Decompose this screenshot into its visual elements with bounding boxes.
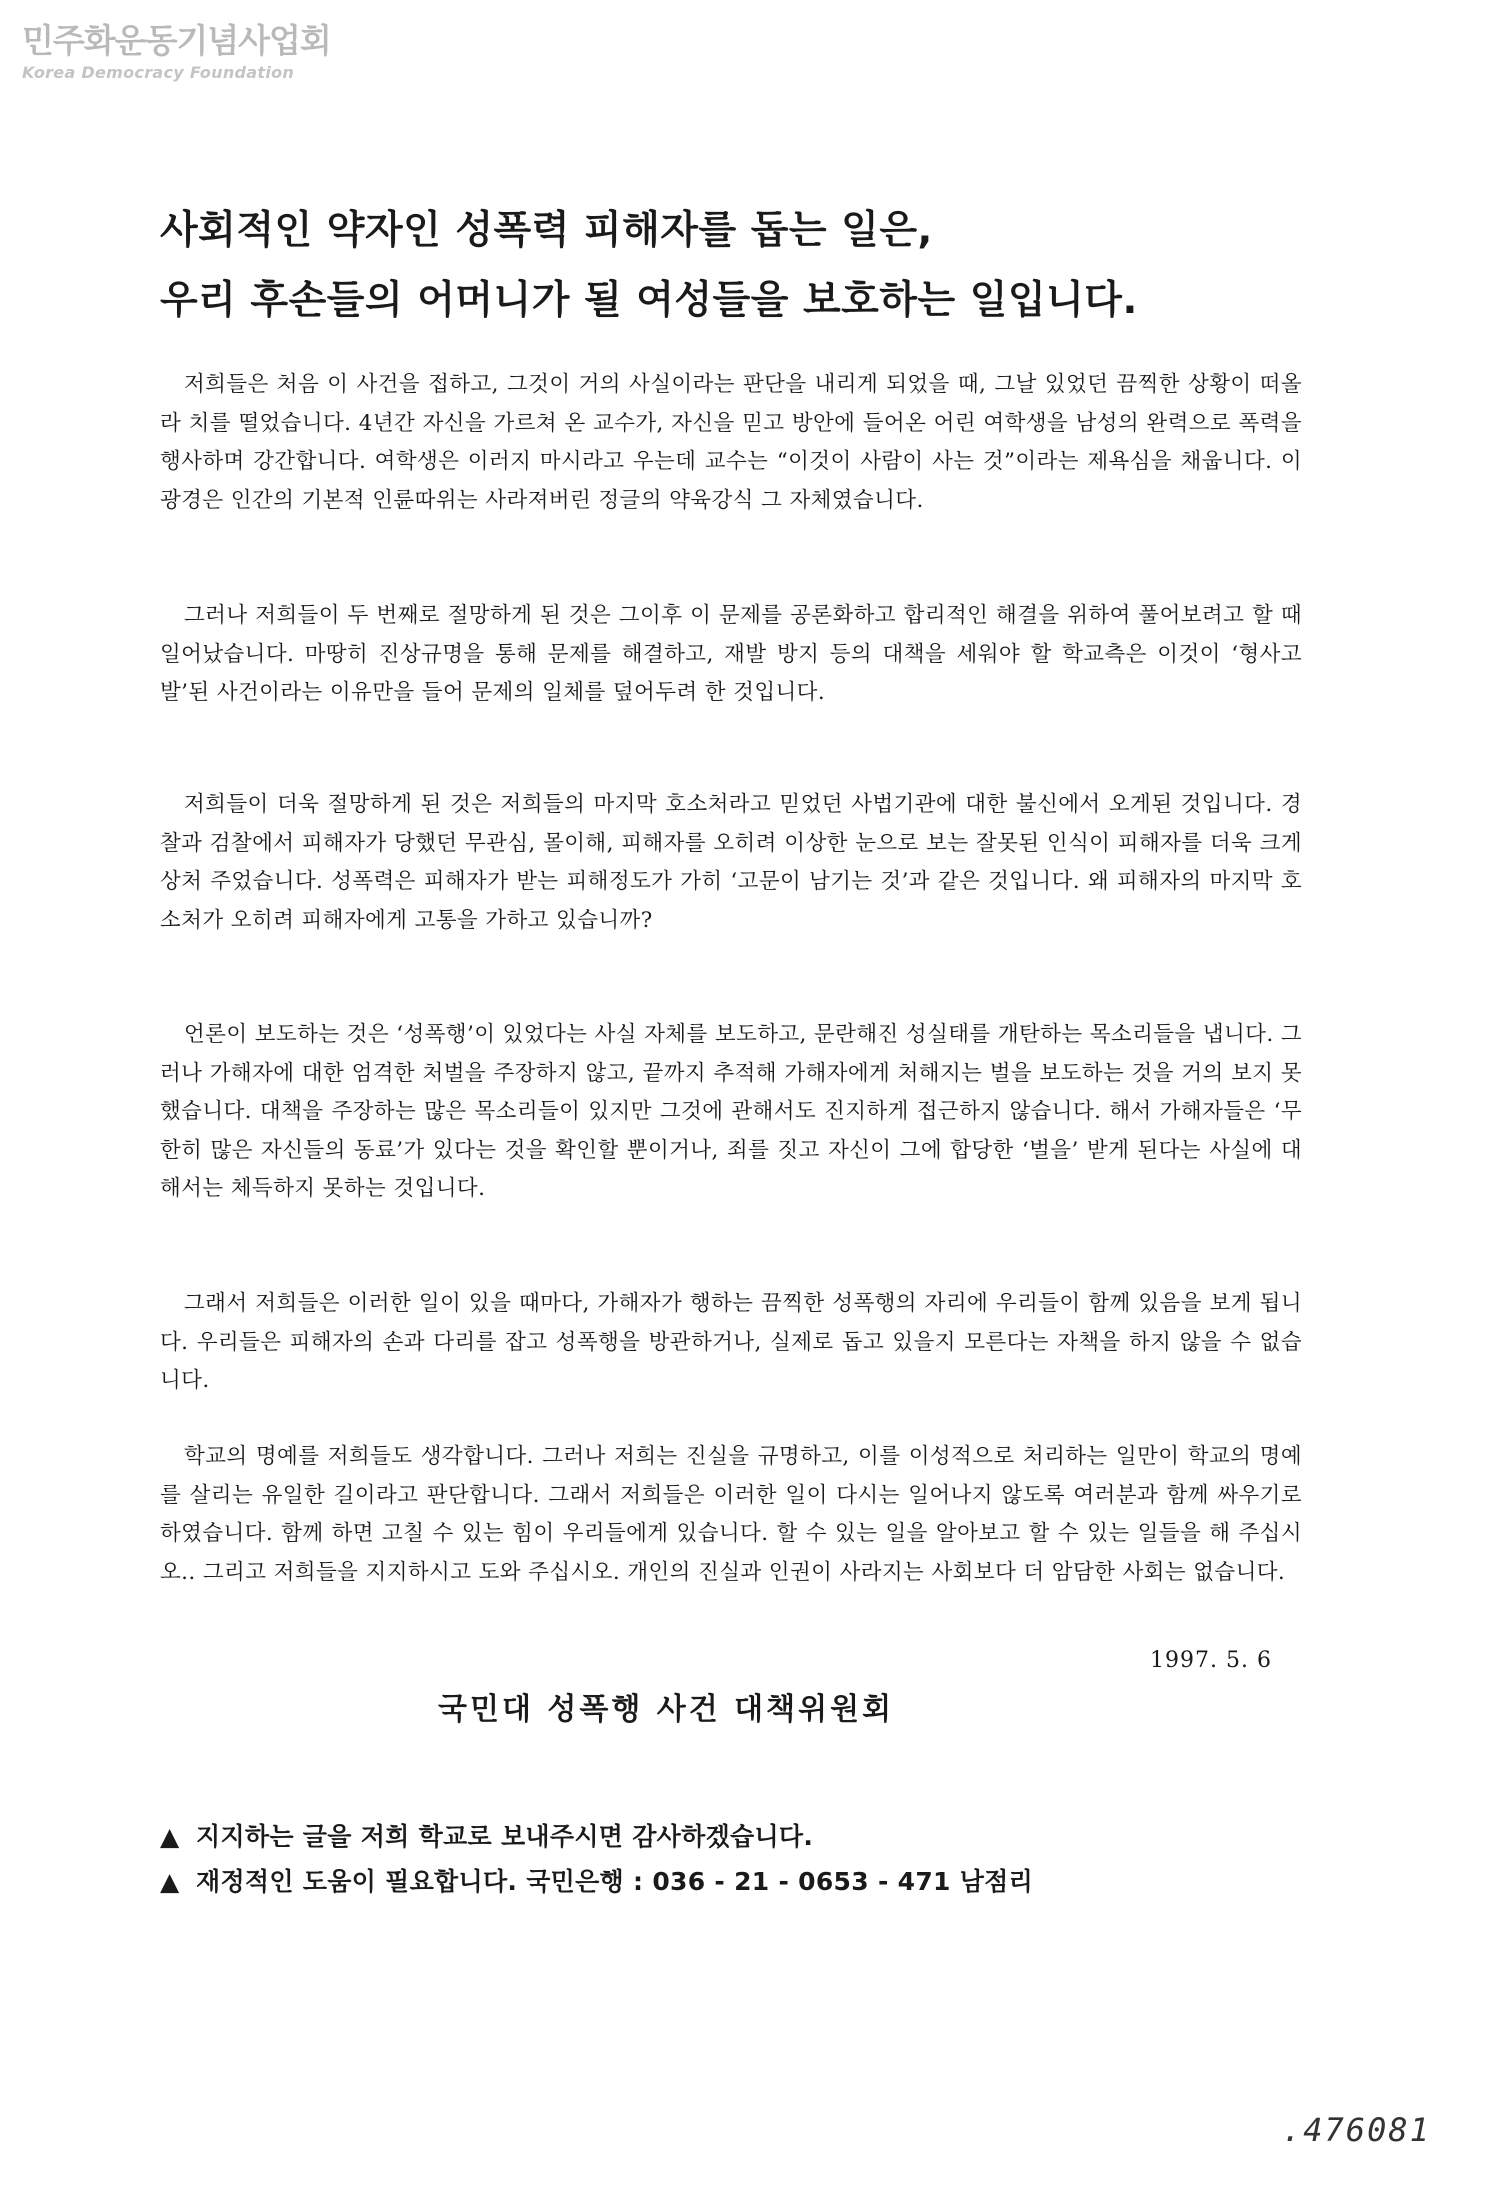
triangle-bullet-icon: ▲ bbox=[160, 1867, 180, 1896]
body-paragraph-4: 언론이 보도하는 것은 ‘성폭행’이 있었다는 사실 자체를 보도하고, 문란해진 성실태를 개탄하는 목소리들을 냅니다. 그러나 가해자에 대한 엄격한 처벌을 주장하지 않고, 끝까지 추적해 가해자에게 처해지는 벌을 보도하는 것을 거의 보지 못했습니다. 대책을 주장하는 많은 목소리들이 있지만 그것에 관해서도 진지하게 접근하지 않습니다. 해서 가해자들은 ‘무한히 많은 자신들의 동료’가 있다는 것을 확인할 뿐이거나, 죄를 짓고 자신이 그에 합당한 ‘벌을’ 받게 된다는 사실에 대해서는 체득하지 못하는 것입니다. bbox=[160, 1022, 1302, 1202]
notice-support-letter-text: 지지하는 글을 저희 학교로 보내주시면 감사하겠습니다. bbox=[196, 1822, 814, 1851]
notice-support-letter bbox=[160, 1817, 813, 1853]
foundation-logo bbox=[22, 21, 331, 82]
body-paragraph-2: 그러나 저희들이 두 번째로 절망하게 된 것은 그이후 이 문제를 공론화하고 합리적인 해결을 위하여 풀어보려고 할 때 일어났습니다. 마땅히 진상규명을 통해 문제를 해결하고, 재발 방지 등의 대책을 세워야 할 학교측은 이것이 ‘형사고발’된 사건이라는 이유만을 들어 문제의 일체를 덮어두려 한 것입니다. bbox=[160, 603, 1302, 706]
headline bbox=[160, 196, 1360, 336]
logo-english-text: Korea Democracy Foundation bbox=[22, 63, 295, 82]
handwritten-document-number: .476081 bbox=[1282, 2111, 1431, 2149]
body-paragraph-5: 그래서 저희들은 이러한 일이 있을 때마다, 가해자가 행하는 끔찍한 성폭행의 자리에 우리들이 함께 있음을 보게 됩니다. 우리들은 피해자의 손과 다리를 잡고 성폭행을 방관하거나, 실제로 돕고 있을지 모른다는 자책을 하지 않을 수 없습니다. bbox=[160, 1291, 1302, 1394]
logo-korean-text: 민주화운동기념사업회 bbox=[22, 21, 331, 60]
committee-signature: 국민대 성폭행 사건 대책위원회 bbox=[438, 1692, 895, 1727]
document-date: 1997. 5. 6 bbox=[1150, 1648, 1272, 1673]
headline-line-2: 우리 후손들의 어머니가 될 여성들을 보호하는 일입니다. bbox=[160, 278, 1138, 323]
triangle-bullet-icon: ▲ bbox=[160, 1822, 180, 1851]
notice-financial-help-text: 재정적인 도움이 필요합니다. 국민은행 : 036 - 21 - 0653 - 471 남점리 bbox=[196, 1867, 1034, 1896]
headline-line-1: 사회적인 약자인 성폭력 피해자를 돕는 일은, bbox=[160, 208, 933, 253]
notice-financial-help bbox=[160, 1862, 1033, 1898]
body-paragraph-3: 저희들이 더욱 절망하게 된 것은 저희들의 마지막 호소처라고 믿었던 사법기관에 대한 불신에서 오게된 것입니다. 경찰과 검찰에서 피해자가 당했던 무관심, 몰이해, 피해자를 오히려 이상한 눈으로 보는 잘못된 인식이 피해자를 더욱 크게 상처 주었습니다. 성폭력은 피해자가 받는 피해정도가 가히 ‘고문이 남기는 것’과 같은 것입니다. 왜 피해자의 마지막 호소처가 오히려 피해자에게 고통을 가하고 있습니까? bbox=[160, 792, 1302, 933]
body-paragraph-1: 저희들은 처음 이 사건을 접하고, 그것이 거의 사실이라는 판단을 내리게 되었을 때, 그날 있었던 끔찍한 상황이 떠올라 치를 떨었습니다. 4년간 자신을 가르쳐 온 교수가, 자신을 믿고 방안에 들어온 어린 여학생을 남성의 완력으로 폭력을 행사하며 강간합니다. 여학생은 이러지 마시라고 우는데 교수는 “이것이 사람이 사는 것”이라는 제욕심을 채웁니다. 이 광경은 인간의 기본적 인륜따위는 사라져버린 정글의 약육강식 그 자체였습니다. bbox=[160, 372, 1302, 513]
body-paragraph-6: 학교의 명예를 저희들도 생각합니다. 그러나 저희는 진실을 규명하고, 이를 이성적으로 처리하는 일만이 학교의 명예를 살리는 유일한 길이라고 판단합니다. 그래서 저희들은 이러한 일이 다시는 일어나지 않도록 여러분과 함께 싸우기로 하였습니다. 함께 하면 고칠 수 있는 힘이 우리들에게 있습니다. 할 수 있는 일을 알아보고 할 수 있는 일들을 해 주십시오.. 그리고 저희들을 지지하시고 도와 주십시오. 개인의 진실과 인권이 사라지는 사회보다 더 암담한 사회는 없습니다. bbox=[160, 1444, 1302, 1585]
